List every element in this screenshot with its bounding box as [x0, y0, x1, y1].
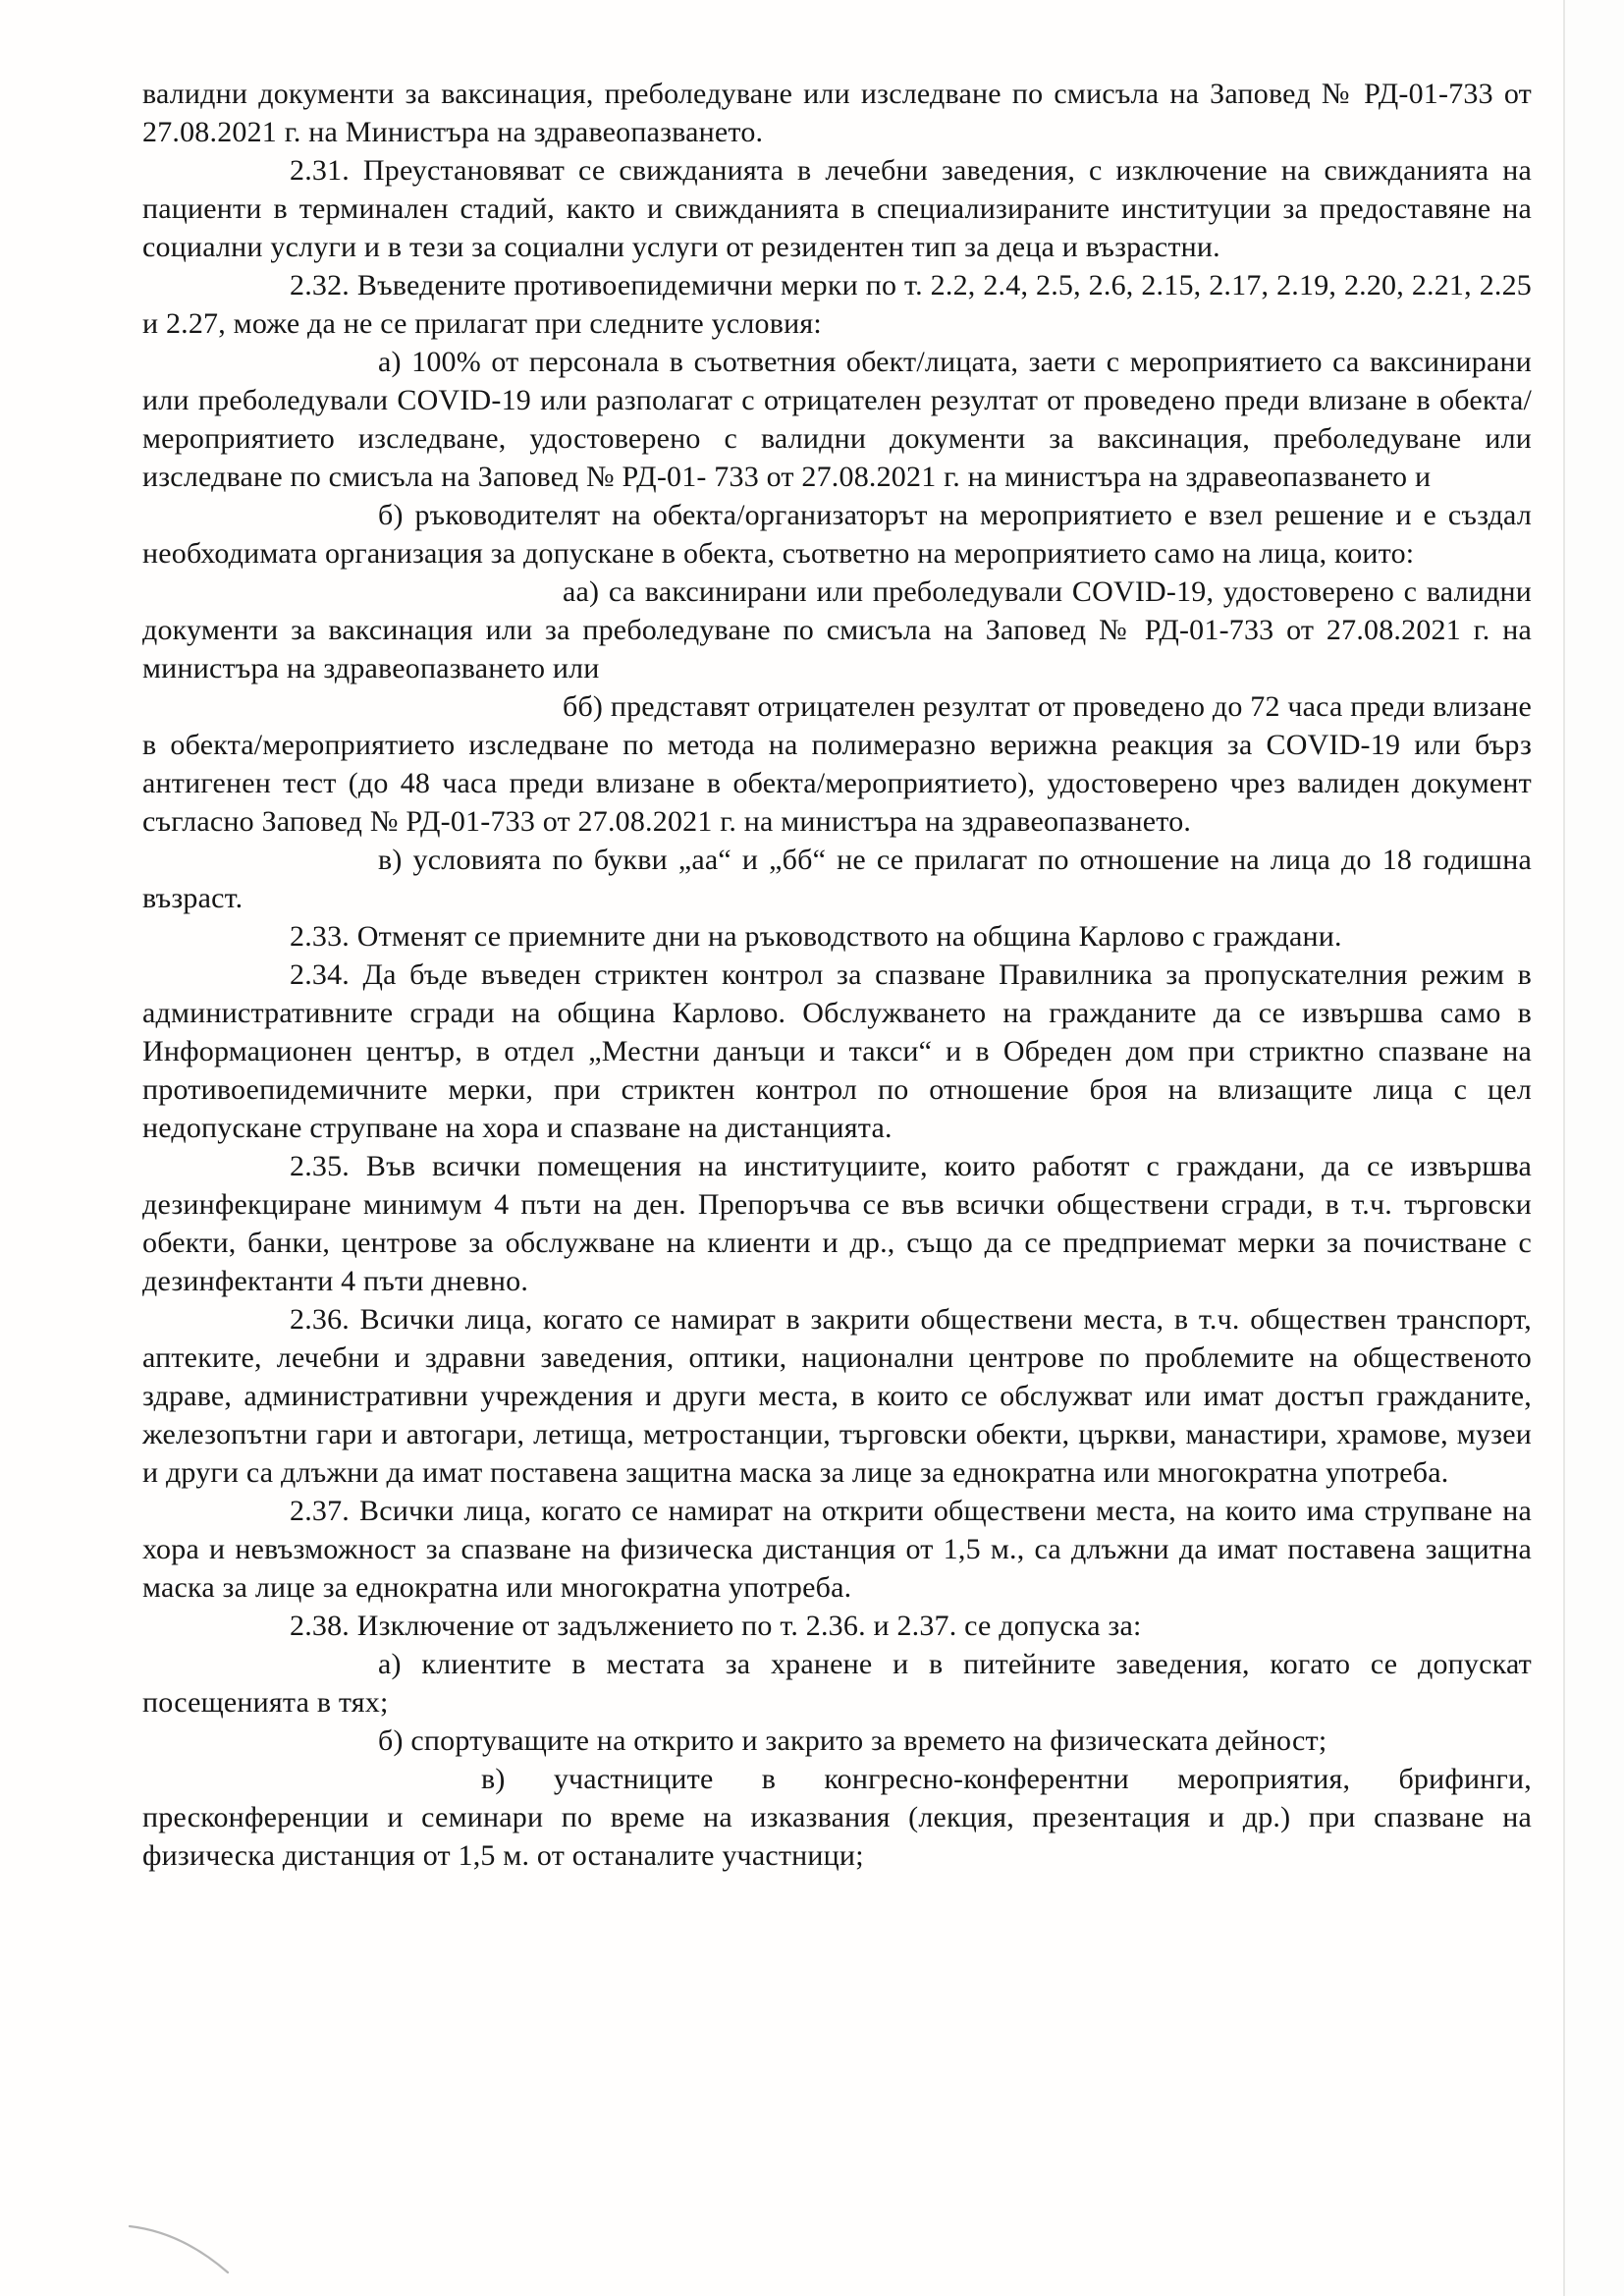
paragraph: б) спортуващите на открито и закрито за времето на физическата дейност; [378, 1724, 1327, 1757]
paragraph: аа) са ваксинирани или преболедували COVID-19, удостоверено с валидни документи за ваксинация или за преболедуване по смисъла на Заповед № РД-01-733 от 27.08.2021 г. на министъра на здравеопазването или [142, 575, 1532, 684]
paragraph: а) клиентите в местата за хранене и в питейните заведения, когато се допускат посещенията в тях; [142, 1648, 1532, 1719]
paragraph: 2.33. Отменят се приемните дни на ръководството на община Карлово с граждани. [290, 920, 1342, 953]
scan-edge-artifact [1563, 0, 1565, 2296]
paragraph: 2.37. Всички лица, когато се намират на открити обществени места, на които има струпване на хора и невъзможност за спазване на физическа дистанция от 1,5 м., са длъжни да имат поставена защитна маска за лице за еднократна или многократна употреба. [142, 1495, 1532, 1604]
paragraph: 2.31. Преустановяват се свижданията в лечебни заведения, с изключение на свижданията на пациенти в терминален стадий, както и свижданията в специализираните институции за предоставяне на социални услуги и в тези за социални услуги от резидентен тип за деца и възрастни. [142, 154, 1532, 263]
paragraph: 2.32. Въведените противоепидемични мерки по т. 2.2, 2.4, 2.5, 2.6, 2.15, 2.17, 2.19, 2.20, 2.21, 2.25 и 2.27, може да не се прилагат при следните условия: [142, 269, 1532, 340]
paragraph: валидни документи за ваксинация, преболедуване или изследване по смисъла на Заповед № РД-01-733 от 27.08.2021 г. на Министъра на здравеопазването. [142, 78, 1532, 148]
paragraph: бб) представят отрицателен резултат от проведено до 72 часа преди влизане в обекта/мероприятието изследване по метода на полимеразно верижна реакция за COVID-19 или бърз антигенен тест (до 48 часа преди влизане в обекта/мероприятието), удостоверено чрез валиден документ съгласно Заповед № РД-01-733 от 27.08.2021 г. на министъра на здравеопазването. [142, 690, 1532, 838]
paragraph: 2.38. Изключение от задължението по т. 2.36. и 2.37. се допуска за: [290, 1610, 1142, 1642]
document-body [142, 75, 1532, 1875]
paragraph: б) ръководителят на обекта/организаторът на мероприятието е взел решение и е създал необходимата организация за допускане в обекта, съответно на мероприятието само на лица, които: [142, 499, 1532, 570]
scan-margin-strip [1565, 0, 1624, 2296]
paragraph: 2.34. Да бъде въведен стриктен контрол за спазване Правилника за пропускателния режим в административните сгради на община Карлово. Обслужването на гражданите да се извършва само в Информационен център, в отдел „Местни данъци и такси“ и в Обреден дом при стриктно спазване на противоепидемичните мерки, при стриктен контрол по отношение броя на влизащите лица с цел недопускане струпване на хора и спазване на дистанцията. [142, 958, 1532, 1144]
paragraph: 2.36. Всички лица, когато се намират в закрити обществени места, в т.ч. обществен транспорт, аптеките, лечебни и здравни заведения, оптики, национални центрове по проблемите на общественото здраве, административни учреждения и други места, в които се обслужват или имат достъп гражданите, железопътни гари и автогари, летища, метростанции, търговски обекти, църкви, манастири, храмове, музеи и други са длъжни да имат поставена защитна маска за лице за еднократна или многократна употреба. [142, 1303, 1532, 1489]
paragraph: 2.35. Във всички помещения на институциите, които работят с граждани, да се извършва дезинфекциране минимум 4 пъти на ден. Препоръчва се във всички обществени сгради, в т.ч. търговски обекти, банки, центрове за обслужване на клиенти и др., също да се предприемат мерки за почистване с дезинфектанти 4 пъти дневно. [142, 1150, 1532, 1297]
paragraph: в) условията по букви „аа“ и „бб“ не се прилагат по отношение на лица до 18 годишна възраст. [142, 844, 1532, 914]
paragraph: а) 100% от персонала в съответния обект/лицата, заети с мероприятието са ваксинирани или преболедували COVID-19 или разполагат с отрицателен резултат от проведено преди влизане в обекта/мероприятието изследване, удостоверено с валидни документи за ваксинация, преболедуване или изследване по смисъла на Заповед № РД-01- 733 от 27.08.2021 г. на министъра на здравеопазването и [142, 346, 1532, 493]
paragraph: в) участниците в конгресно-конферентни мероприятия, брифинги, пресконференции и семинари по време на изказвания (лекция, презентация и др.) при спазване на физическа дистанция от 1,5 м. от останалите участници; [142, 1763, 1532, 1872]
